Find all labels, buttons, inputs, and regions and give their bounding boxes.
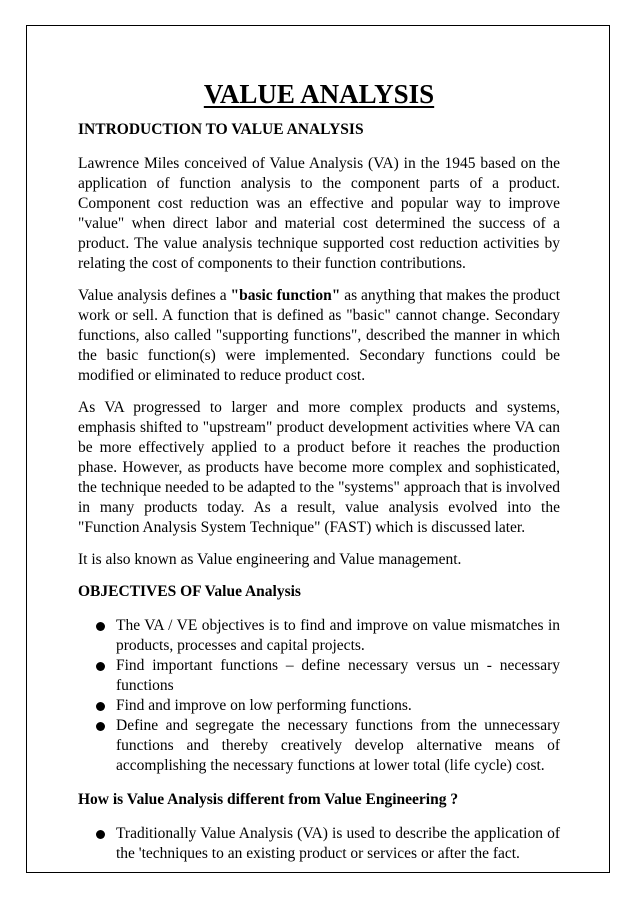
basic-function-term: "basic function" [230,287,341,304]
difference-heading: How is Value Analysis different from Value Engineering ? [78,791,459,808]
list-item-text: Define and segregate the necessary functions from the unnecessary functions and thereby creatively develop alternative means of accomplishing the necessary functions at lower total (life cycle) cost. [116,717,560,774]
list-item-text: The VA / VE objectives is to find and improve on value mismatches in products, processes and capital projects. [116,617,560,654]
objectives-heading: OBJECTIVES OF Value Analysis [78,583,301,600]
list-item [78,616,560,656]
difference-list [78,824,560,864]
list-item [78,716,560,776]
bullet-icon [96,702,105,711]
intro-paragraph-2 [78,286,560,386]
intro-paragraph-3: As VA progressed to larger and more complex products and systems, emphasis shifted to "upstream" product development activities where VA can be more effectively applied to a product before it reaches the production phase. However, as products have become more complex and sophisticated, the technique needed to be adapted to the "systems" approach that is involved in many products today. As a result, value analysis evolved into the "Function Analysis System Technique" (FAST) which is discussed later. [78,399,560,536]
paragraph-text: as anything that makes the product work or sell. A function that is defined as "basic" cannot change. Secondary functions, also called "supporting functions", described the manner in which the basic function(s) were implemented. Secondary functions could be modified or eliminated to reduce product cost. [78,287,561,384]
objectives-list [78,616,560,776]
intro-paragraph-4: It is also known as Value engineering and Value management. [78,551,462,568]
bullet-icon [96,830,105,839]
bullet-icon [96,622,105,631]
list-item [78,824,560,864]
document-body [78,78,560,878]
bullet-icon [96,722,105,731]
intro-heading: INTRODUCTION TO VALUE ANALYSIS [78,121,364,138]
list-item-text: Find important functions – define necessary versus un - necessary functions [116,657,560,694]
document-title: VALUE ANALYSIS [203,79,435,109]
intro-paragraph-1: Lawrence Miles conceived of Value Analysis (VA) in the 1945 based on the application of function analysis to the component parts of a product. Component cost reduction was an effective and popular way to improve "value" when direct labor and material cost determined the success of a product. The value analysis technique supported cost reduction activities by relating the cost of components to their function contributions. [78,155,560,272]
list-item [78,656,560,696]
paragraph-text: Value analysis defines a [78,287,231,304]
list-item-text: Traditionally Value Analysis (VA) is used to describe the application of the 'techniques to an existing product or services or after the fact. [116,825,560,862]
list-item-text: Find and improve on low performing functions. [116,697,412,714]
bullet-icon [96,662,105,671]
list-item [78,696,560,716]
